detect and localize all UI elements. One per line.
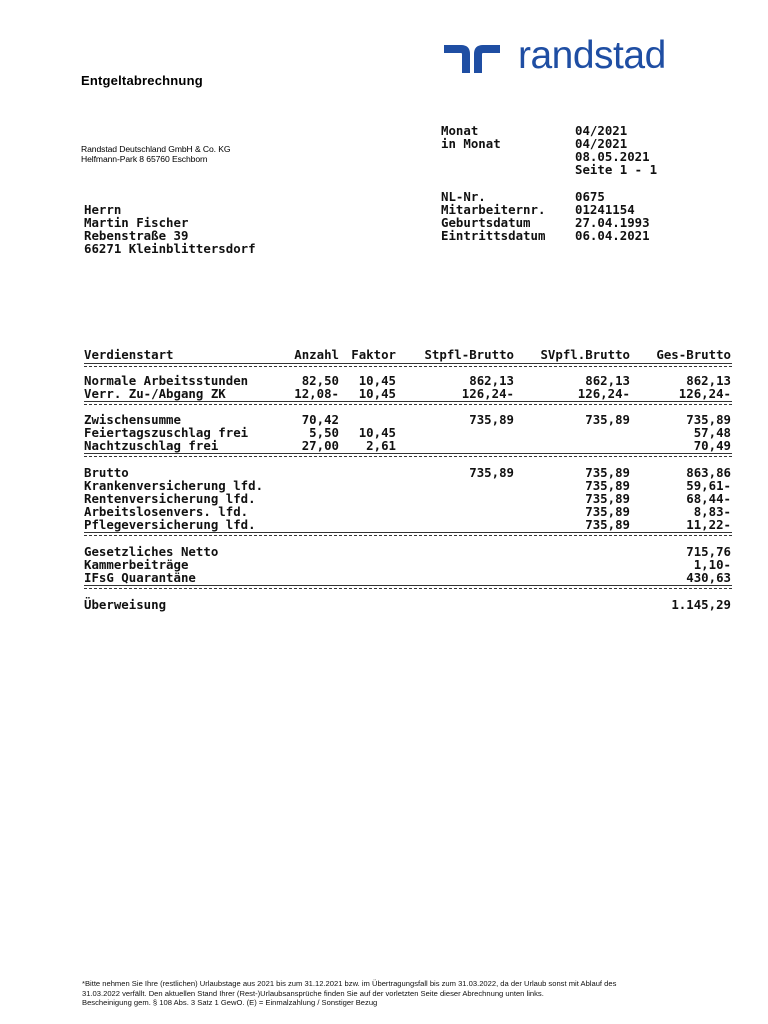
group-rule [84,401,732,402]
table-row [84,571,732,584]
cell-svpfl-brutto: 735,89 [585,478,630,493]
cell-svpfl-brutto: 126,24- [577,386,630,401]
cell-faktor: 10,45 [358,373,396,388]
header-svpfl-brutto: SVpfl.Brutto [540,347,630,362]
cell-stpfl-brutto: 126,24- [461,386,514,401]
cell-verdienstart: Zwischensumme [84,412,181,427]
group-rule [84,585,732,586]
document-title: Entgeltabrechnung [81,73,203,88]
cell-verdienstart: Kammerbeiträge [84,557,189,572]
header-faktor: Faktor [351,347,396,362]
birthdate-value: 27.04.1993 [575,215,650,230]
cell-ges-brutto: 8,83- [693,504,731,519]
header-anzahl: Anzahl [294,347,339,362]
group-rule [84,532,732,533]
cell-verdienstart: Pflegeversicherung lfd. [84,517,256,532]
cell-svpfl-brutto: 735,89 [585,517,630,532]
cell-ges-brutto: 59,61- [686,478,731,493]
cell-ges-brutto: 715,76 [686,544,731,559]
cell-ges-brutto: 1,10- [693,557,731,572]
birthdate-label: Geburtsdatum [441,215,531,230]
group-rule-dash [84,456,732,457]
table-row [84,598,732,611]
monat-label: Monat [441,123,479,138]
cell-stpfl-brutto: 862,13 [469,373,514,388]
cell-verdienstart: Krankenversicherung lfd. [84,478,264,493]
cell-faktor: 2,61 [366,438,396,453]
cell-verdienstart: Gesetzliches Netto [84,544,219,559]
group-rule-dash [84,404,732,405]
cell-anzahl: 27,00 [301,438,339,453]
employee-number-value: 01241154 [575,202,635,217]
table-header [84,348,732,361]
company-street: Helfmann-Park 8 65760 Eschborn [81,153,208,164]
footer-line-2: 31.03.2022 verfällt. Den aktuellen Stand Ihrer (Rest-)Urlaubsansprüche finden Sie auf der vorletzten Seite dieser Abrechnung unten links. [82,988,544,998]
in-monat-label: in Monat [441,136,501,151]
header-rule-dash [84,366,732,367]
monat-value: 04/2021 [575,123,628,138]
entry-date-label: Eintrittsdatum [441,228,546,243]
table-row [84,387,732,400]
cell-verdienstart: Rentenversicherung lfd. [84,491,256,506]
table-row [84,439,732,452]
employee-number-label: Mitarbeiternr. [441,202,546,217]
cell-ges-brutto: 430,63 [686,570,731,585]
cell-faktor: 10,45 [358,386,396,401]
header-rule [84,363,732,364]
cell-svpfl-brutto: 862,13 [585,373,630,388]
cell-verdienstart: Nachtzuschlag frei [84,438,219,453]
cell-ges-brutto: 735,89 [686,412,731,427]
cell-ges-brutto: 863,86 [686,465,731,480]
company-name: Randstad Deutschland GmbH & Co. KG [81,144,231,154]
entry-date-value: 06.04.2021 [575,228,650,243]
header-verdienstart: Verdienstart [84,347,174,362]
recipient-city: 66271 Kleinblittersdorf [84,241,256,256]
cell-svpfl-brutto: 735,89 [585,412,630,427]
page-indicator: Seite 1 - 1 [575,162,658,177]
cell-ges-brutto: 70,49 [693,438,731,453]
cell-anzahl: 70,42 [301,412,339,427]
group-rule-dash [84,588,732,589]
cell-verdienstart: Feiertagszuschlag frei [84,425,249,440]
cell-svpfl-brutto: 735,89 [585,504,630,519]
cell-ges-brutto: 862,13 [686,373,731,388]
cell-anzahl: 82,50 [301,373,339,388]
cell-ges-brutto: 126,24- [678,386,731,401]
cell-verdienstart: Verr. Zu-/Abgang ZK [84,386,226,401]
recipient-street: Rebenstraße 39 [84,228,189,243]
cell-faktor: 10,45 [358,425,396,440]
cell-anzahl: 5,50 [309,425,339,440]
cell-verdienstart: Überweisung [84,597,167,612]
group-rule-dash [84,535,732,536]
cell-verdienstart: Brutto [84,465,129,480]
header-stpfl-brutto: Stpfl-Brutto [424,347,514,362]
footer-notes [82,979,742,1008]
recipient-salutation: Herrn [84,202,122,217]
cell-ges-brutto: 57,48 [693,425,731,440]
footer-line-1: *Bitte nehmen Sie Ihre (restlichen) Urlaubstage aus 2021 bis zum 31.12.2021 bzw. im Übertragungsfall bis zum 31.03.2022, da der Urlaub sonst mit Ablauf des [82,979,617,988]
nl-value: 0675 [575,189,605,204]
cell-ges-brutto: 1.145,29 [671,597,731,612]
cell-verdienstart: Arbeitslosenvers. lfd. [84,504,249,519]
header-ges-brutto: Ges-Brutto [656,347,731,362]
table-row [84,518,732,531]
recipient-name: Martin Fischer [84,215,189,230]
logo-wordmark: randstad [518,34,666,77]
nl-label: NL-Nr. [441,189,486,204]
cell-verdienstart: Normale Arbeitsstunden [84,373,249,388]
cell-stpfl-brutto: 735,89 [469,412,514,427]
footer-line-3: Bescheinigung gem. § 108 Abs. 3 Satz 1 GewO. (E) = Einmalzahlung / Sonstiger Bezug [82,998,378,1008]
cell-anzahl: 12,08- [294,386,339,401]
cell-verdienstart: IFsG Quarantäne [84,570,196,585]
cell-ges-brutto: 68,44- [686,491,731,506]
cell-svpfl-brutto: 735,89 [585,465,630,480]
cell-ges-brutto: 11,22- [686,517,731,532]
in-monat-value: 04/2021 [575,136,628,151]
cell-svpfl-brutto: 735,89 [585,491,630,506]
document-date: 08.05.2021 [575,149,650,164]
group-rule [84,453,732,454]
cell-stpfl-brutto: 735,89 [469,465,514,480]
